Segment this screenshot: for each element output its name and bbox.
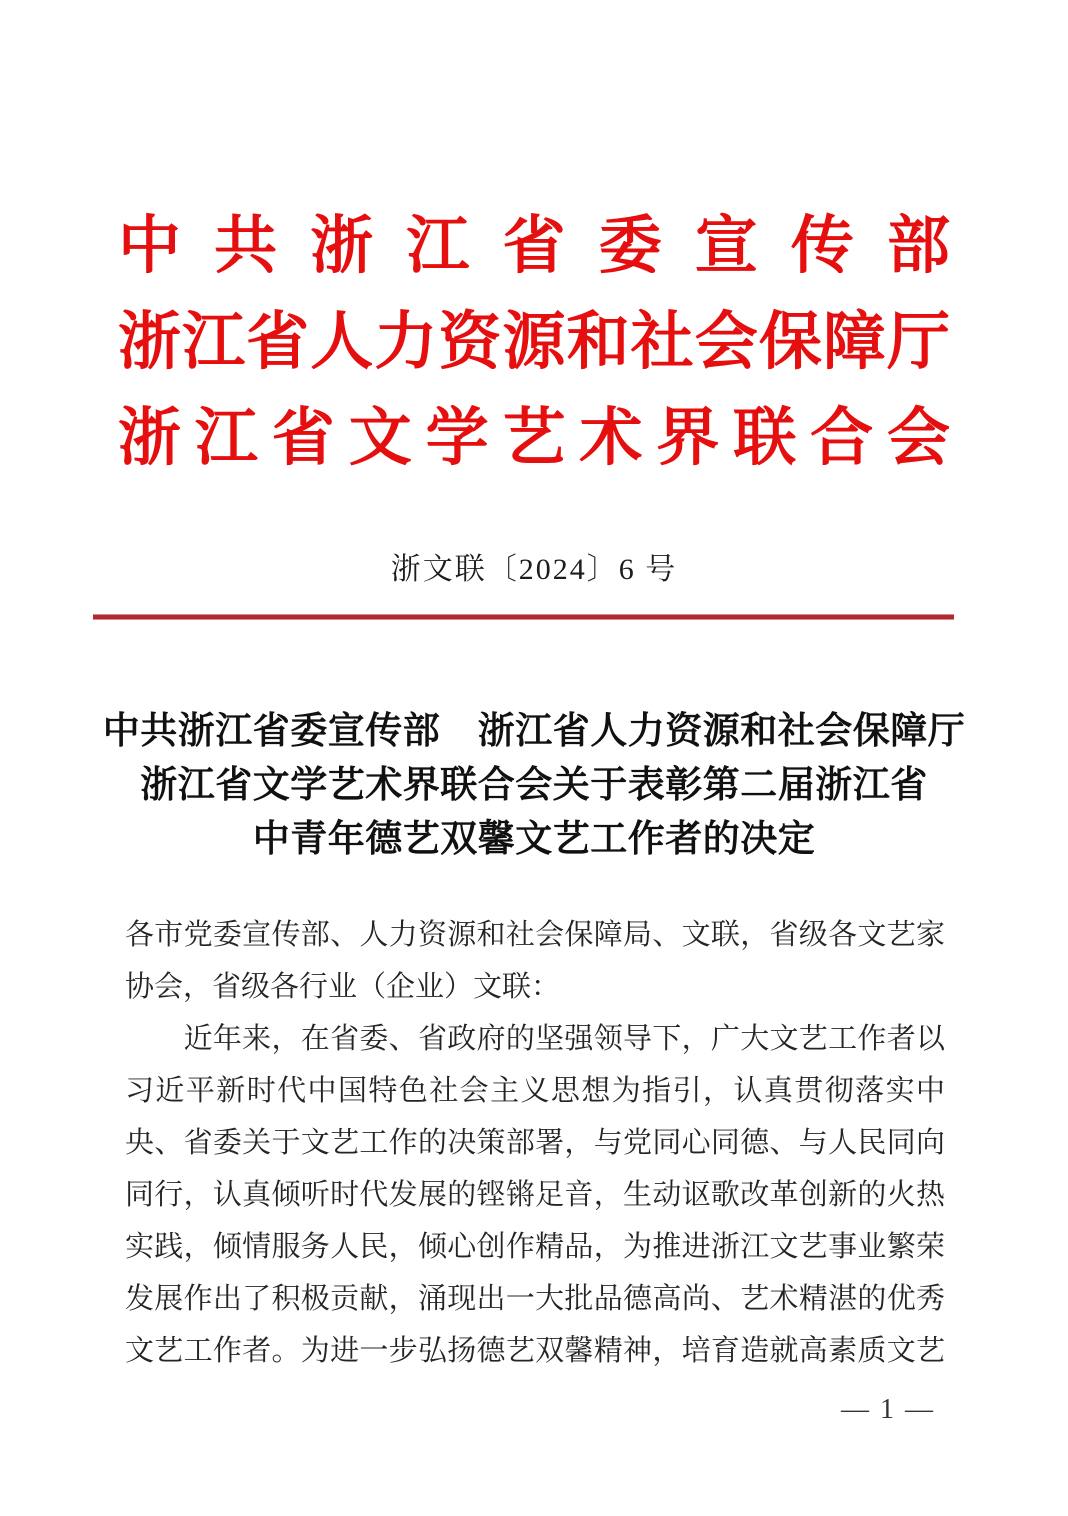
body-line: 央、省委关于文艺工作的决策部署，与党同心同德、与人民同向 (125, 1127, 945, 1159)
body-line: 习近平新时代中国特色社会主义思想为指引，认真贯彻落实中 (125, 1075, 945, 1107)
letterhead-line-2: 浙江省人力资源和社会保障厅 (118, 307, 950, 377)
body-line: 文艺工作者。为进一步弘扬德艺双馨精神，培育造就高素质文艺 (125, 1335, 945, 1367)
red-divider-rule (93, 615, 954, 619)
body-line: 各市党委宣传部、人力资源和社会保障局、文联，省级各文艺家 (125, 919, 945, 951)
title-line-1: 中共浙江省委宣传部 浙江省人力资源和社会保障厅 (102, 711, 966, 752)
document-number: 浙文联〔2024〕6 号 (390, 553, 678, 586)
page-number: — 1 — (841, 1394, 935, 1425)
title-line-3: 中青年德艺双馨文艺工作者的决定 (252, 819, 816, 860)
letterhead (118, 198, 950, 486)
body-line: 实践，倾情服务人民，倾心创作精品，为推进浙江文艺事业繁荣 (125, 1231, 945, 1263)
document-body (125, 909, 945, 1377)
body-line: 协会，省级各行业（企业）文联： (125, 971, 561, 1003)
body-line: 同行，认真倾听时代发展的铿锵足音，生动讴歌改革创新的火热 (125, 1179, 945, 1211)
body-line: 近年来，在省委、省政府的坚强领导下，广大文艺工作者以 (125, 1023, 945, 1055)
letterhead-line-3: 浙江省文学艺术界联合会 (118, 403, 950, 473)
letterhead-line-1: 中共浙江省委宣传部 (118, 211, 950, 281)
document-title (0, 705, 1068, 867)
title-line-2: 浙江省文学艺术界联合会关于表彰第二届浙江省 (140, 765, 928, 806)
body-line: 发展作出了积极贡献，涌现出一大批品德高尚、艺术精湛的优秀 (125, 1283, 945, 1315)
